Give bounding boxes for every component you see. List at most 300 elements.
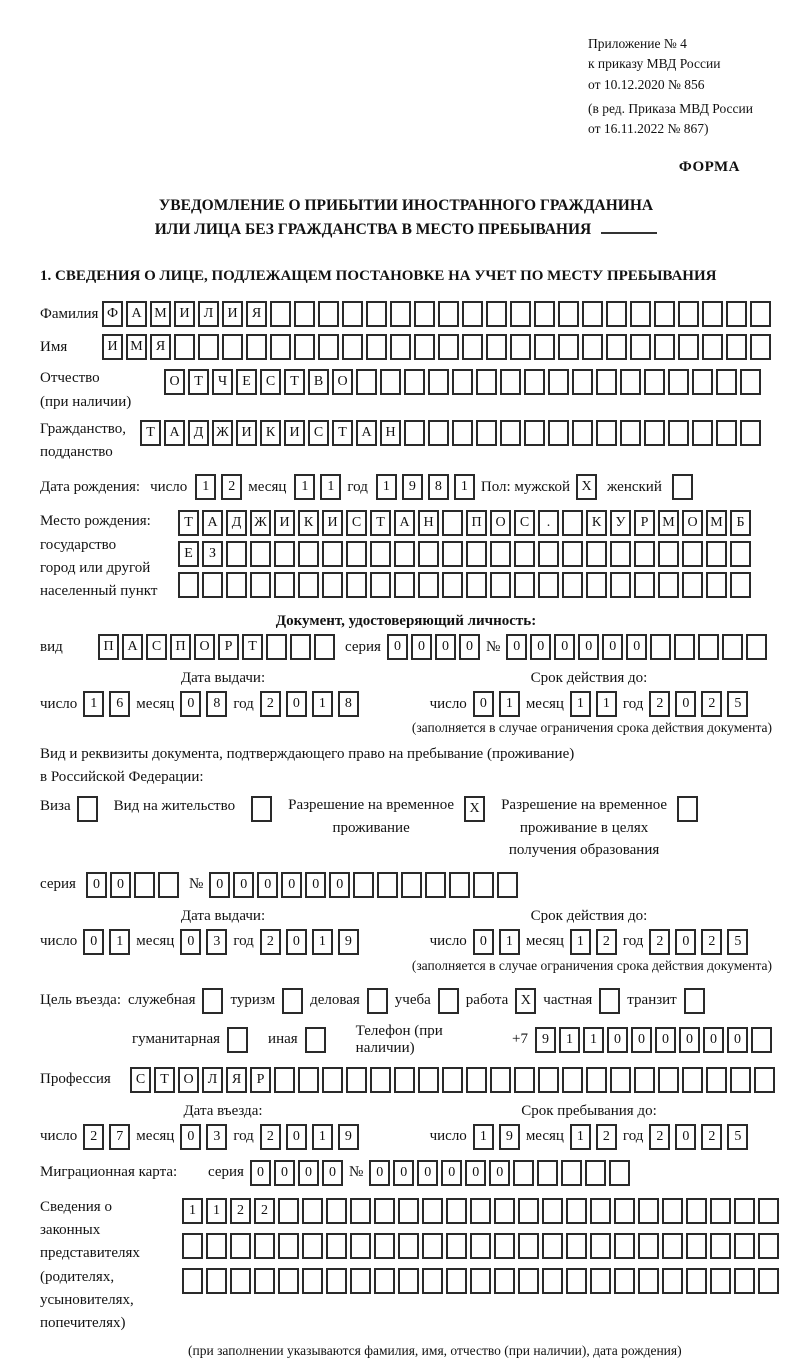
char-cell[interactable] (346, 541, 367, 567)
char-cell[interactable] (558, 301, 579, 327)
char-cell[interactable] (452, 420, 473, 446)
char-cell[interactable] (206, 1268, 227, 1294)
char-cell[interactable] (462, 334, 483, 360)
char-cell[interactable] (398, 1198, 419, 1224)
char-cell[interactable] (270, 334, 291, 360)
char-cell[interactable] (494, 1198, 515, 1224)
char-cell[interactable] (582, 334, 603, 360)
char-cell[interactable]: 1 (320, 474, 341, 500)
char-cell[interactable]: 0 (286, 1124, 307, 1150)
char-cell[interactable] (274, 541, 295, 567)
char-cell[interactable] (486, 301, 507, 327)
char-cell[interactable] (524, 420, 545, 446)
char-cell[interactable] (318, 334, 339, 360)
char-cell[interactable]: 0 (675, 1124, 696, 1150)
char-cell[interactable] (394, 572, 415, 598)
char-cell[interactable] (418, 1067, 439, 1093)
char-cell[interactable]: 0 (607, 1027, 628, 1053)
char-cell[interactable]: 0 (209, 872, 230, 898)
char-cell[interactable] (610, 1067, 631, 1093)
char-cell[interactable] (500, 420, 521, 446)
char-cell[interactable]: 1 (570, 929, 591, 955)
char-cell[interactable] (298, 1067, 319, 1093)
char-cell[interactable] (326, 1198, 347, 1224)
char-cell[interactable] (270, 301, 291, 327)
purpose-official-checkbox[interactable] (202, 988, 223, 1014)
char-cell[interactable] (524, 369, 545, 395)
char-cell[interactable]: 1 (570, 1124, 591, 1150)
char-cell[interactable]: О (332, 369, 353, 395)
char-cell[interactable] (710, 1233, 731, 1259)
char-cell[interactable]: 0 (675, 691, 696, 717)
char-cell[interactable] (370, 1067, 391, 1093)
char-cell[interactable]: К (260, 420, 281, 446)
char-cell[interactable] (398, 1268, 419, 1294)
char-cell[interactable] (726, 334, 747, 360)
char-cell[interactable]: 9 (535, 1027, 556, 1053)
char-cell[interactable]: 1 (473, 1124, 494, 1150)
purpose-tourism-checkbox[interactable] (282, 988, 303, 1014)
char-cell[interactable] (586, 541, 607, 567)
char-cell[interactable] (518, 1198, 539, 1224)
char-cell[interactable]: 0 (274, 1160, 295, 1186)
char-cell[interactable] (537, 1160, 558, 1186)
char-cell[interactable] (620, 420, 641, 446)
char-cell[interactable] (548, 420, 569, 446)
char-cell[interactable] (586, 572, 607, 598)
char-cell[interactable]: 0 (578, 634, 599, 660)
char-cell[interactable]: 0 (86, 872, 107, 898)
char-cell[interactable]: 2 (254, 1198, 275, 1224)
char-cell[interactable]: И (102, 334, 123, 360)
char-cell[interactable] (226, 541, 247, 567)
char-cell[interactable] (599, 988, 620, 1014)
char-cell[interactable] (634, 1067, 655, 1093)
char-cell[interactable] (377, 872, 398, 898)
char-cell[interactable] (346, 1067, 367, 1093)
char-cell[interactable] (734, 1268, 755, 1294)
char-cell[interactable]: 0 (83, 929, 104, 955)
char-cell[interactable] (374, 1233, 395, 1259)
char-cell[interactable] (726, 301, 747, 327)
char-cell[interactable]: И (284, 420, 305, 446)
char-cell[interactable] (366, 301, 387, 327)
char-cell[interactable]: 0 (110, 872, 131, 898)
char-cell[interactable] (510, 334, 531, 360)
char-cell[interactable]: 0 (626, 634, 647, 660)
char-cell[interactable] (634, 541, 655, 567)
char-cell[interactable] (644, 369, 665, 395)
char-cell[interactable]: У (610, 510, 631, 536)
char-cell[interactable] (466, 541, 487, 567)
char-cell[interactable]: 0 (369, 1160, 390, 1186)
char-cell[interactable] (590, 1233, 611, 1259)
char-cell[interactable]: 9 (499, 1124, 520, 1150)
char-cell[interactable]: 1 (570, 691, 591, 717)
char-cell[interactable]: Т (188, 369, 209, 395)
char-cell[interactable]: 5 (727, 1124, 748, 1150)
char-cell[interactable] (326, 1233, 347, 1259)
char-cell[interactable] (182, 1233, 203, 1259)
char-cell[interactable] (590, 1198, 611, 1224)
char-cell[interactable] (446, 1268, 467, 1294)
char-cell[interactable] (490, 572, 511, 598)
char-cell[interactable] (758, 1233, 779, 1259)
char-cell[interactable]: 8 (338, 691, 359, 717)
char-cell[interactable] (350, 1268, 371, 1294)
char-cell[interactable]: 0 (435, 634, 456, 660)
char-cell[interactable] (278, 1268, 299, 1294)
char-cell[interactable]: О (164, 369, 185, 395)
char-cell[interactable] (692, 420, 713, 446)
char-cell[interactable] (438, 301, 459, 327)
char-cell[interactable] (374, 1268, 395, 1294)
char-cell[interactable] (634, 572, 655, 598)
char-cell[interactable] (294, 334, 315, 360)
char-cell[interactable] (418, 541, 439, 567)
char-cell[interactable] (230, 1268, 251, 1294)
char-cell[interactable]: 1 (83, 691, 104, 717)
char-cell[interactable] (534, 334, 555, 360)
char-cell[interactable] (278, 1198, 299, 1224)
char-cell[interactable] (668, 369, 689, 395)
char-cell[interactable]: 1 (596, 691, 617, 717)
char-cell[interactable] (278, 1233, 299, 1259)
char-cell[interactable]: 1 (312, 691, 333, 717)
char-cell[interactable] (682, 572, 703, 598)
char-cell[interactable]: 2 (221, 474, 242, 500)
char-cell[interactable] (442, 1067, 463, 1093)
char-cell[interactable]: 8 (428, 474, 449, 500)
char-cell[interactable]: К (586, 510, 607, 536)
char-cell[interactable]: 0 (257, 872, 278, 898)
char-cell[interactable]: 0 (703, 1027, 724, 1053)
char-cell[interactable]: 1 (559, 1027, 580, 1053)
char-cell[interactable]: 3 (206, 1124, 227, 1150)
char-cell[interactable] (342, 301, 363, 327)
char-cell[interactable] (476, 420, 497, 446)
char-cell[interactable] (514, 1067, 535, 1093)
char-cell[interactable] (572, 420, 593, 446)
char-cell[interactable]: А (122, 634, 143, 660)
char-cell[interactable]: П (98, 634, 119, 660)
char-cell[interactable]: 2 (649, 691, 670, 717)
char-cell[interactable]: 1 (206, 1198, 227, 1224)
purpose-study-checkbox[interactable] (438, 988, 459, 1014)
char-cell[interactable]: 2 (260, 929, 281, 955)
char-cell[interactable] (198, 334, 219, 360)
char-cell[interactable]: 0 (679, 1027, 700, 1053)
purpose-other-checkbox[interactable] (305, 1027, 326, 1053)
char-cell[interactable]: И (174, 301, 195, 327)
char-cell[interactable] (418, 572, 439, 598)
char-cell[interactable] (750, 301, 771, 327)
char-cell[interactable]: С (146, 634, 167, 660)
char-cell[interactable] (638, 1198, 659, 1224)
char-cell[interactable] (466, 1067, 487, 1093)
char-cell[interactable] (442, 510, 463, 536)
char-cell[interactable]: 1 (376, 474, 397, 500)
char-cell[interactable] (366, 334, 387, 360)
char-cell[interactable] (518, 1233, 539, 1259)
char-cell[interactable]: А (394, 510, 415, 536)
char-cell[interactable]: 0 (411, 634, 432, 660)
purpose-humanitarian-checkbox[interactable] (227, 1027, 248, 1053)
char-cell[interactable] (470, 1268, 491, 1294)
char-cell[interactable] (282, 988, 303, 1014)
char-cell[interactable] (716, 420, 737, 446)
char-cell[interactable] (342, 334, 363, 360)
char-cell[interactable] (722, 634, 743, 660)
char-cell[interactable] (370, 572, 391, 598)
char-cell[interactable] (538, 541, 559, 567)
char-cell[interactable] (585, 1160, 606, 1186)
char-cell[interactable] (394, 541, 415, 567)
char-cell[interactable] (548, 369, 569, 395)
char-cell[interactable] (490, 541, 511, 567)
char-cell[interactable] (730, 541, 751, 567)
char-cell[interactable]: А (356, 420, 377, 446)
char-cell[interactable]: М (706, 510, 727, 536)
char-cell[interactable] (174, 334, 195, 360)
char-cell[interactable] (318, 301, 339, 327)
char-cell[interactable] (390, 301, 411, 327)
char-cell[interactable]: Л (198, 301, 219, 327)
char-cell[interactable] (566, 1233, 587, 1259)
char-cell[interactable] (322, 1067, 343, 1093)
char-cell[interactable] (662, 1198, 683, 1224)
char-cell[interactable] (702, 334, 723, 360)
char-cell[interactable]: 0 (727, 1027, 748, 1053)
char-cell[interactable] (134, 872, 155, 898)
char-cell[interactable] (462, 301, 483, 327)
char-cell[interactable] (558, 334, 579, 360)
residence-permit-checkbox[interactable] (251, 796, 272, 822)
char-cell[interactable] (614, 1268, 635, 1294)
char-cell[interactable] (662, 1233, 683, 1259)
char-cell[interactable]: 0 (631, 1027, 652, 1053)
char-cell[interactable] (668, 420, 689, 446)
char-cell[interactable]: 9 (338, 1124, 359, 1150)
char-cell[interactable]: 0 (286, 929, 307, 955)
char-cell[interactable]: 0 (417, 1160, 438, 1186)
char-cell[interactable]: 0 (465, 1160, 486, 1186)
char-cell[interactable] (326, 1268, 347, 1294)
char-cell[interactable] (562, 510, 583, 536)
char-cell[interactable] (370, 541, 391, 567)
char-cell[interactable]: 0 (489, 1160, 510, 1186)
char-cell[interactable]: И (236, 420, 257, 446)
char-cell[interactable]: А (164, 420, 185, 446)
char-cell[interactable]: 2 (596, 1124, 617, 1150)
char-cell[interactable]: 0 (387, 634, 408, 660)
char-cell[interactable] (250, 572, 271, 598)
char-cell[interactable]: Т (332, 420, 353, 446)
char-cell[interactable] (658, 572, 679, 598)
temp-permit-checkbox[interactable] (464, 796, 485, 822)
char-cell[interactable]: X (464, 796, 485, 822)
sex-female-checkbox[interactable] (672, 474, 693, 500)
char-cell[interactable] (702, 301, 723, 327)
char-cell[interactable]: Я (226, 1067, 247, 1093)
char-cell[interactable]: Т (178, 510, 199, 536)
char-cell[interactable] (514, 572, 535, 598)
char-cell[interactable] (497, 872, 518, 898)
char-cell[interactable] (538, 572, 559, 598)
char-cell[interactable]: Ч (212, 369, 233, 395)
char-cell[interactable] (758, 1268, 779, 1294)
char-cell[interactable]: С (130, 1067, 151, 1093)
char-cell[interactable] (254, 1233, 275, 1259)
char-cell[interactable]: . (538, 510, 559, 536)
char-cell[interactable] (446, 1198, 467, 1224)
char-cell[interactable]: 0 (322, 1160, 343, 1186)
char-cell[interactable]: С (346, 510, 367, 536)
char-cell[interactable] (534, 301, 555, 327)
char-cell[interactable]: 0 (329, 872, 350, 898)
char-cell[interactable] (614, 1198, 635, 1224)
char-cell[interactable]: О (490, 510, 511, 536)
char-cell[interactable] (672, 474, 693, 500)
char-cell[interactable] (734, 1198, 755, 1224)
char-cell[interactable]: Д (188, 420, 209, 446)
char-cell[interactable] (294, 301, 315, 327)
char-cell[interactable] (730, 1067, 751, 1093)
char-cell[interactable] (572, 369, 593, 395)
char-cell[interactable] (404, 420, 425, 446)
char-cell[interactable] (710, 1198, 731, 1224)
char-cell[interactable] (566, 1268, 587, 1294)
char-cell[interactable] (422, 1233, 443, 1259)
char-cell[interactable] (490, 1067, 511, 1093)
char-cell[interactable] (414, 301, 435, 327)
char-cell[interactable]: 5 (727, 691, 748, 717)
char-cell[interactable]: 3 (206, 929, 227, 955)
char-cell[interactable] (658, 541, 679, 567)
purpose-business-checkbox[interactable] (367, 988, 388, 1014)
char-cell[interactable] (561, 1160, 582, 1186)
char-cell[interactable] (298, 541, 319, 567)
char-cell[interactable] (644, 420, 665, 446)
char-cell[interactable]: 0 (602, 634, 623, 660)
char-cell[interactable]: 2 (230, 1198, 251, 1224)
char-cell[interactable]: Т (140, 420, 161, 446)
char-cell[interactable] (290, 634, 311, 660)
char-cell[interactable] (682, 541, 703, 567)
char-cell[interactable] (322, 572, 343, 598)
char-cell[interactable]: 8 (206, 691, 227, 717)
char-cell[interactable] (470, 1233, 491, 1259)
char-cell[interactable] (422, 1198, 443, 1224)
char-cell[interactable]: 1 (294, 474, 315, 500)
char-cell[interactable] (182, 1268, 203, 1294)
char-cell[interactable] (562, 541, 583, 567)
char-cell[interactable] (206, 1233, 227, 1259)
char-cell[interactable]: Е (236, 369, 257, 395)
char-cell[interactable] (650, 634, 671, 660)
char-cell[interactable] (500, 369, 521, 395)
char-cell[interactable] (609, 1160, 630, 1186)
char-cell[interactable]: 0 (473, 929, 494, 955)
char-cell[interactable]: 0 (441, 1160, 462, 1186)
char-cell[interactable]: Р (250, 1067, 271, 1093)
char-cell[interactable]: 0 (298, 1160, 319, 1186)
char-cell[interactable] (438, 988, 459, 1014)
char-cell[interactable]: О (682, 510, 703, 536)
char-cell[interactable] (305, 1027, 326, 1053)
char-cell[interactable] (734, 1233, 755, 1259)
char-cell[interactable] (374, 1198, 395, 1224)
char-cell[interactable] (353, 872, 374, 898)
char-cell[interactable] (610, 572, 631, 598)
char-cell[interactable]: Л (202, 1067, 223, 1093)
char-cell[interactable] (466, 572, 487, 598)
char-cell[interactable]: Т (370, 510, 391, 536)
char-cell[interactable] (302, 1233, 323, 1259)
char-cell[interactable] (638, 1233, 659, 1259)
char-cell[interactable]: Н (418, 510, 439, 536)
char-cell[interactable] (246, 334, 267, 360)
char-cell[interactable] (677, 796, 698, 822)
char-cell[interactable] (538, 1067, 559, 1093)
char-cell[interactable] (356, 369, 377, 395)
char-cell[interactable] (398, 1233, 419, 1259)
char-cell[interactable]: Т (242, 634, 263, 660)
char-cell[interactable] (654, 301, 675, 327)
char-cell[interactable] (302, 1198, 323, 1224)
char-cell[interactable]: 0 (675, 929, 696, 955)
char-cell[interactable]: 2 (701, 929, 722, 955)
char-cell[interactable] (750, 334, 771, 360)
char-cell[interactable] (77, 796, 98, 822)
char-cell[interactable]: И (274, 510, 295, 536)
char-cell[interactable]: 0 (281, 872, 302, 898)
char-cell[interactable]: 5 (727, 929, 748, 955)
char-cell[interactable]: 1 (583, 1027, 604, 1053)
char-cell[interactable]: З (202, 541, 223, 567)
char-cell[interactable] (438, 334, 459, 360)
char-cell[interactable]: 0 (459, 634, 480, 660)
char-cell[interactable]: 1 (499, 691, 520, 717)
char-cell[interactable] (394, 1067, 415, 1093)
char-cell[interactable] (740, 369, 761, 395)
char-cell[interactable]: 0 (554, 634, 575, 660)
char-cell[interactable]: О (194, 634, 215, 660)
char-cell[interactable] (686, 1233, 707, 1259)
char-cell[interactable] (630, 301, 651, 327)
char-cell[interactable]: 2 (649, 1124, 670, 1150)
char-cell[interactable]: X (515, 988, 536, 1014)
char-cell[interactable]: В (308, 369, 329, 395)
char-cell[interactable]: Ж (212, 420, 233, 446)
char-cell[interactable] (754, 1067, 775, 1093)
char-cell[interactable] (590, 1268, 611, 1294)
char-cell[interactable]: 2 (83, 1124, 104, 1150)
char-cell[interactable]: Р (218, 634, 239, 660)
char-cell[interactable] (401, 872, 422, 898)
char-cell[interactable] (414, 334, 435, 360)
char-cell[interactable]: Я (150, 334, 171, 360)
char-cell[interactable]: М (150, 301, 171, 327)
char-cell[interactable]: 0 (250, 1160, 271, 1186)
char-cell[interactable] (494, 1268, 515, 1294)
char-cell[interactable]: 0 (180, 929, 201, 955)
char-cell[interactable]: А (202, 510, 223, 536)
char-cell[interactable] (202, 572, 223, 598)
purpose-private-checkbox[interactable] (599, 988, 620, 1014)
char-cell[interactable]: 0 (180, 1124, 201, 1150)
char-cell[interactable]: 2 (701, 691, 722, 717)
